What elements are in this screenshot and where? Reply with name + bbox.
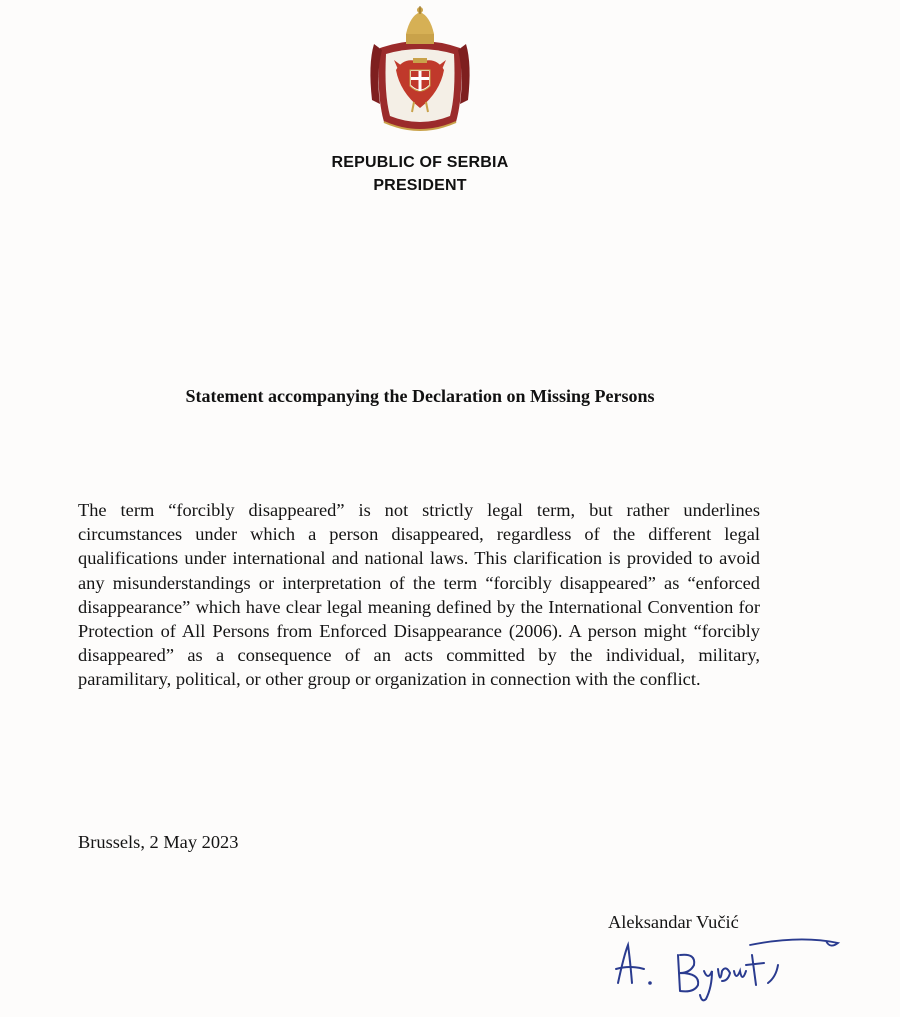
place-date: Brussels, 2 May 2023 — [78, 832, 239, 852]
signer-name: Aleksandar Vučić — [608, 912, 739, 932]
document-title: Statement accompanying the Declaration on Missing Persons — [185, 386, 655, 406]
office-heading: PRESIDENT — [373, 177, 467, 194]
statement-body: The term “forcibly disappeared” is not strictly legal term, but rather underlines circumstances under which a person disappeared, regardless of the different legal qualifications under international and national laws. This clarification is provided to avoid any misunderstandings or interpretation of the term “forcibly disappeared” as “enforced disappearance” which have clear legal meaning defined by the International Convention for Protection of All Persons from Enforced Disappearance (2006). A person might “forcibly disappeared” as a consequence of an acts committed by the individual, military, paramilitary, political, or other group or organization in connection with the conflict. — [78, 500, 760, 690]
handwritten-signature — [600, 925, 850, 1005]
country-heading: REPUBLIC OF SERBIA — [331, 154, 509, 171]
serbian-coat-of-arms-icon — [366, 4, 474, 140]
